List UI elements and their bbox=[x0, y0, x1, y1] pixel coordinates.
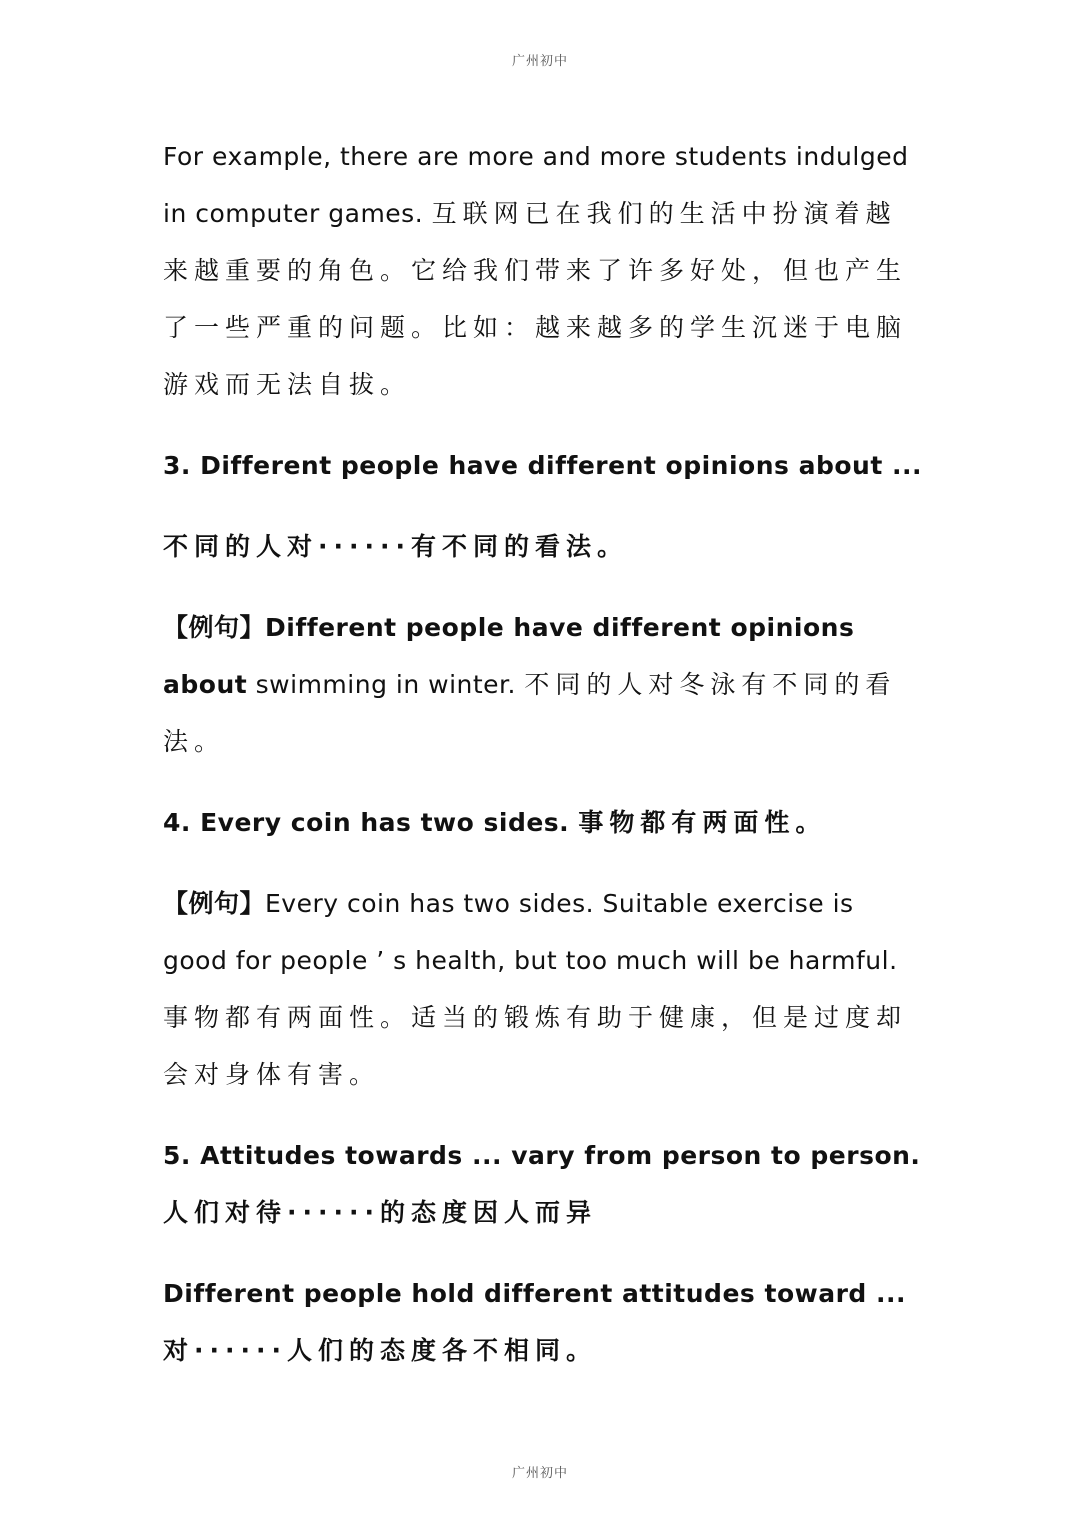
example-tag: 【例句】 bbox=[163, 889, 266, 918]
item3-translation: 不同的人对······有不同的看法。 bbox=[163, 532, 628, 561]
item3-example-chinese: 不同的人对冬泳有不同的看法。 bbox=[163, 670, 897, 756]
intro-paragraph bbox=[163, 128, 923, 413]
item4-heading-chinese: 事物都有两面性。 bbox=[578, 808, 827, 837]
page-header: 广州初中 bbox=[511, 54, 568, 69]
item5-heading-english: 5. Attitudes towards ... vary from person to person. bbox=[163, 1141, 921, 1170]
item4-heading bbox=[163, 794, 923, 851]
item5-alt-chinese: 对······人们的态度各不相同。 bbox=[163, 1336, 597, 1365]
item3-heading: 3. Different people have different opinions about ... bbox=[163, 451, 922, 480]
intro-english: For example, there are more and more students indulged in computer games. bbox=[163, 142, 909, 228]
example-tag: 【例句】 bbox=[163, 613, 266, 642]
item5-heading bbox=[163, 1127, 923, 1241]
document-body bbox=[163, 128, 923, 1379]
item3-example-english: swimming in winter. bbox=[247, 670, 516, 699]
item4-heading-english: 4. Every coin has two sides. bbox=[163, 808, 570, 837]
item3-example-bold: Different people have different opinions about bbox=[163, 613, 855, 699]
item5-alt-english: Different people hold different attitudes toward ... bbox=[163, 1279, 907, 1308]
item4-example-chinese: 事物都有两面性。适当的锻炼有助于健康，但是过度却会对身体有害。 bbox=[163, 1003, 908, 1089]
intro-chinese: 互联网已在我们的生活中扮演着越来越重要的角色。它给我们带来了许多好处，但也产生了一些严重的问题。比如：越来越多的学生沉迷于电脑游戏而无法自拔。 bbox=[163, 199, 908, 399]
page-footer: 广州初中 bbox=[511, 1466, 568, 1481]
item5-alternative bbox=[163, 1265, 923, 1379]
item5-heading-chinese: 人们对待······的态度因人而异 bbox=[163, 1198, 597, 1227]
item3-example bbox=[163, 599, 923, 770]
item4-example bbox=[163, 875, 923, 1103]
item4-example-english: Every coin has two sides. Suitable exercise is good for people ’ s health, but too much will be harmful. bbox=[163, 889, 898, 975]
